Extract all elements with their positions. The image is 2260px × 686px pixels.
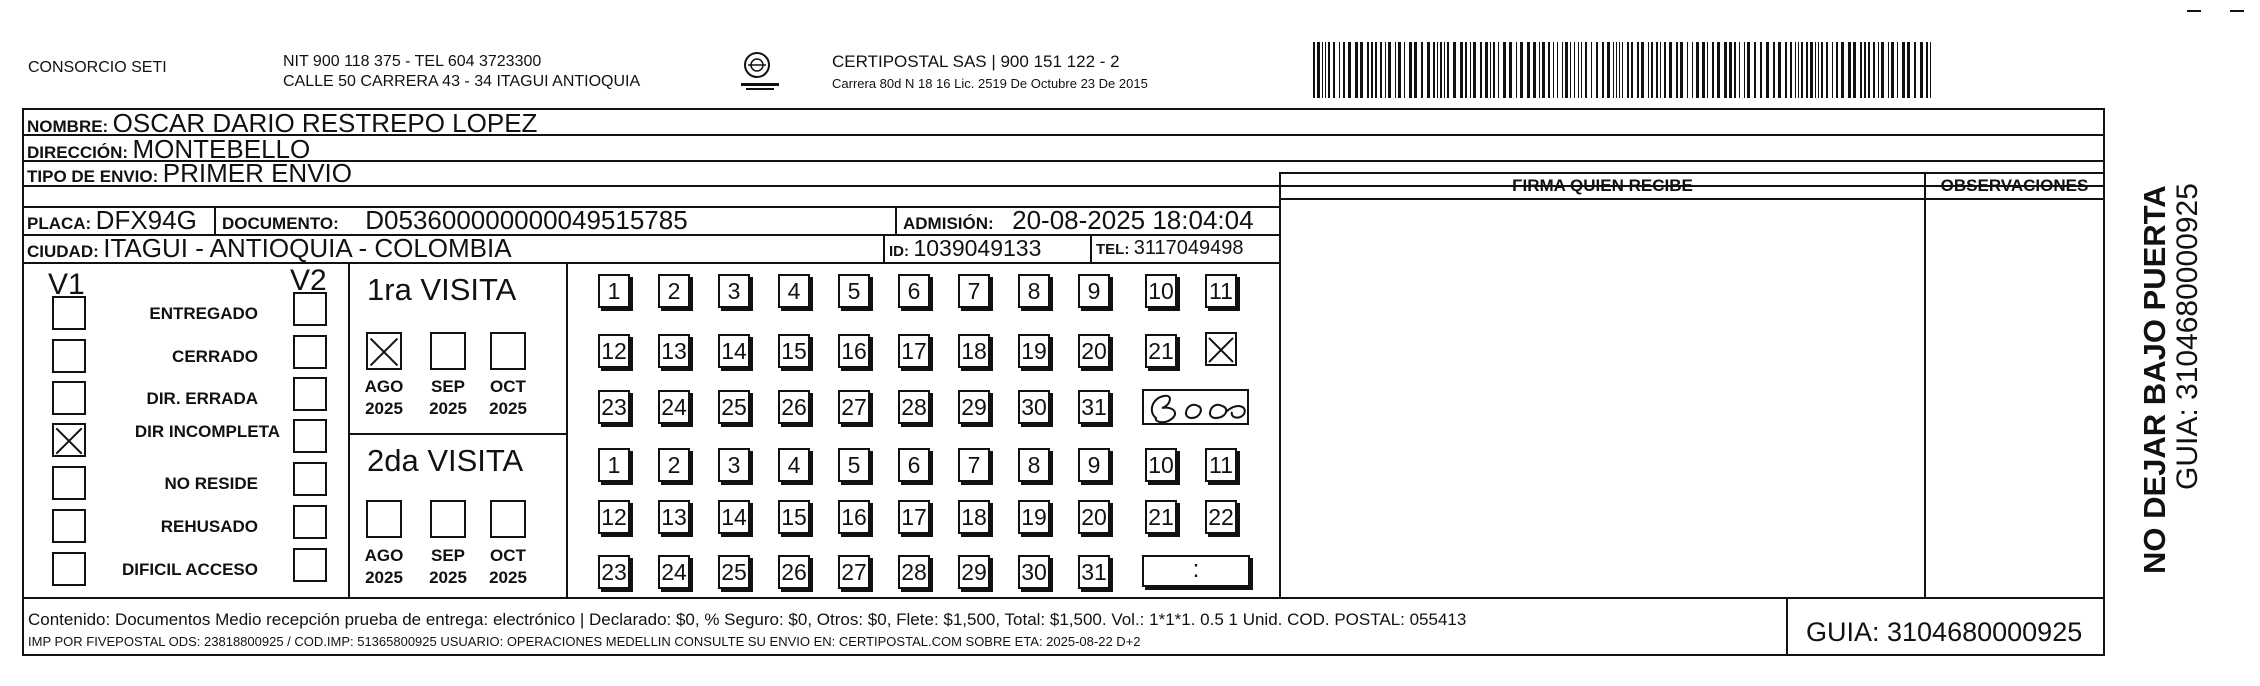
- month-label: [424, 376, 472, 420]
- second-visit-day-box[interactable]: 23: [598, 555, 630, 589]
- month-label: [360, 545, 408, 589]
- v2-checkbox[interactable]: [293, 548, 327, 582]
- first-visit-day-box[interactable]: 1: [598, 274, 630, 308]
- barcode-bar: [1641, 42, 1644, 98]
- month-name: OCT: [490, 377, 526, 396]
- barcode-bar: [1440, 42, 1442, 98]
- barcode-bar: [1902, 42, 1905, 98]
- barcode-bar: [1503, 42, 1506, 98]
- second-visit-day-box[interactable]: 6: [898, 448, 930, 482]
- tipo-row: [27, 160, 352, 191]
- second-visit-day-box[interactable]: 28: [898, 555, 930, 589]
- barcode-bar: [1888, 42, 1889, 98]
- barcode-bar: [1427, 42, 1430, 98]
- guia-footer: GUIA: 3104680000925: [1806, 617, 2083, 647]
- barcode-bar: [1907, 42, 1910, 98]
- barcode-bar: [1627, 42, 1629, 98]
- second-visit-day-box[interactable]: 27: [838, 555, 870, 589]
- firma-header: FIRMA QUIEN RECIBE: [1512, 176, 1693, 195]
- row-divider: [1279, 172, 2105, 174]
- barcode-bar: [1853, 42, 1856, 98]
- second-visit-day-box[interactable]: 11: [1205, 448, 1237, 482]
- barcode-bar: [1385, 42, 1386, 98]
- direccion-label: DIRECCIÓN:: [27, 143, 129, 162]
- first-visit-day-box[interactable]: 26: [778, 390, 810, 424]
- placa-value: DFX94G: [95, 205, 197, 235]
- barcode-bar: [1490, 42, 1491, 98]
- barcode-bar: [1533, 42, 1536, 98]
- first-visit-day-box[interactable]: 17: [898, 334, 930, 368]
- first-visit-day-box[interactable]: 29: [958, 390, 990, 424]
- barcode-bar: [1676, 42, 1678, 98]
- barcode-bar: [1485, 42, 1488, 98]
- barcode-bar: [1562, 42, 1563, 98]
- v1-checkbox[interactable]: [52, 423, 86, 457]
- second-visit-title: 2da VISITA: [367, 443, 524, 478]
- barcode-bar: [1724, 42, 1727, 98]
- barcode-bar: [1790, 42, 1792, 98]
- barcode-bar: [1421, 42, 1423, 98]
- first-visit-day-box[interactable]: 31: [1078, 390, 1110, 424]
- first-visit-day-box[interactable]: 12: [598, 334, 630, 368]
- barcode-bar: [1841, 42, 1844, 98]
- first-visit-day-box[interactable]: 18: [958, 334, 990, 368]
- top-right-mark: [2187, 10, 2201, 12]
- first-visit-day-box[interactable]: 3: [718, 274, 750, 308]
- documento-label: DOCUMENTO:: [222, 214, 339, 233]
- barcode-bar: [1348, 42, 1351, 98]
- col-divider: [1279, 172, 1281, 597]
- second-visit-day-box[interactable]: 21: [1145, 500, 1177, 534]
- barcode-bar: [1333, 42, 1335, 98]
- barcode-bar: [1729, 42, 1732, 98]
- barcode-bar: [1371, 42, 1373, 98]
- barcode-bar: [1616, 42, 1617, 98]
- barcode-bar: [1542, 42, 1545, 98]
- col-divider: [883, 234, 885, 262]
- barcode-bar: [1760, 42, 1762, 98]
- id-label: ID:: [889, 243, 909, 260]
- barcode-bar: [1702, 42, 1705, 98]
- barcode-bar: [1920, 42, 1923, 98]
- admision-value: 20-08-2025 18:04:04: [1012, 205, 1254, 235]
- id-value: 1039049133: [913, 235, 1042, 261]
- barcode-bar: [1375, 42, 1377, 98]
- barcode-bar: [1712, 42, 1714, 98]
- barcode-bar: [1836, 42, 1838, 98]
- month-name: OCT: [490, 546, 526, 565]
- first-visit-day-box[interactable]: 28: [898, 390, 930, 424]
- barcode-bar: [1826, 42, 1828, 98]
- first-visit-day-box[interactable]: 16: [838, 334, 870, 368]
- barcode-icon: [1313, 42, 1943, 100]
- barcode-bar: [1818, 42, 1819, 98]
- barcode-bar: [1465, 42, 1467, 98]
- first-visit-day-box[interactable]: 11: [1205, 274, 1237, 308]
- barcode-bar: [1778, 42, 1781, 98]
- v1-checkbox[interactable]: [52, 509, 86, 543]
- first-visit-day-box[interactable]: 8: [1018, 274, 1050, 308]
- month-year: 2025: [429, 568, 467, 587]
- barcode-bar: [1613, 42, 1614, 98]
- tel-cell: [1096, 234, 1244, 264]
- second-visit-day-box[interactable]: 30: [1018, 555, 1050, 589]
- v1-checkbox[interactable]: [52, 339, 86, 373]
- no-dejar-vertical: NO DEJAR BAJO PUERTA: [2137, 185, 2172, 574]
- barcode-bar: [1878, 42, 1879, 98]
- barcode-bar: [1557, 42, 1558, 98]
- barcode-bar: [1409, 42, 1412, 98]
- seal-logo-icon: [738, 48, 788, 94]
- barcode-bar: [1619, 42, 1620, 98]
- first-visit-day-box[interactable]: 15: [778, 334, 810, 368]
- license-line: Carrera 80d N 18 16 Lic. 2519 De Octubre 23 De 2015: [832, 76, 1148, 91]
- second-visit-day-box[interactable]: 2: [658, 448, 690, 482]
- second-visit-day-box[interactable]: 20: [1078, 500, 1110, 534]
- second-visit-day-box[interactable]: 18: [958, 500, 990, 534]
- first-visit-day-box[interactable]: 23: [598, 390, 630, 424]
- barcode-bar: [1404, 42, 1405, 98]
- v2-checkbox[interactable]: [293, 505, 327, 539]
- barcode-bar: [1470, 42, 1471, 98]
- month-year: 2025: [489, 568, 527, 587]
- reason-label: REHUSADO: [160, 517, 258, 536]
- barcode-bar: [1339, 42, 1340, 98]
- first-visit-day-box[interactable]: 2: [658, 274, 690, 308]
- first-visit-day-box[interactable]: 24: [658, 390, 690, 424]
- first-visit-day-box[interactable]: 25: [718, 390, 750, 424]
- first-visit-day-box[interactable]: 14: [718, 334, 750, 368]
- first-visit-day-box[interactable]: 5: [838, 274, 870, 308]
- first-visit-day-box[interactable]: 21: [1145, 334, 1177, 368]
- first-visit-title: 1ra VISITA: [367, 272, 517, 307]
- direccion-value: MONTEBELLO: [132, 134, 311, 164]
- first-visit-day-22-crossed[interactable]: [1205, 332, 1237, 366]
- month-year: 2025: [365, 568, 403, 587]
- first-visit-day-box[interactable]: 6: [898, 274, 930, 308]
- second-visit-day-box[interactable]: 24: [658, 555, 690, 589]
- v2-checkbox[interactable]: [293, 292, 327, 326]
- barcode-bar: [1766, 42, 1769, 98]
- first-visit-day-box[interactable]: 7: [958, 274, 990, 308]
- barcode-bar: [1669, 42, 1672, 98]
- month-label: [424, 545, 472, 589]
- first-visit-day-box[interactable]: 10: [1145, 274, 1177, 308]
- second-visit-day-box[interactable]: 13: [658, 500, 690, 534]
- guia-vertical: GUIA: 3104680000925: [2171, 183, 2204, 490]
- admision-label: ADMISIÓN:: [903, 214, 994, 233]
- barcode-bar: [1680, 42, 1683, 98]
- barcode-bar: [1498, 42, 1499, 98]
- second-visit-month-checkbox[interactable]: [490, 500, 526, 538]
- barcode-bar: [1367, 42, 1369, 98]
- v2-checkbox[interactable]: [293, 462, 327, 496]
- barcode-bar: [1696, 42, 1699, 98]
- reason-label: ENTREGADO: [149, 304, 258, 323]
- barcode-bar: [1897, 42, 1898, 98]
- month-label: [484, 376, 532, 420]
- second-visit-day-box[interactable]: 8: [1018, 448, 1050, 482]
- nit-line: NIT 900 118 375 - TEL 604 3723300: [283, 53, 542, 70]
- v2-checkbox[interactable]: [293, 335, 327, 369]
- reason-label: DIR. ERRADA: [146, 389, 258, 408]
- barcode-bar: [1754, 42, 1756, 98]
- barcode-bar: [1398, 42, 1401, 98]
- top-right-mark: [2230, 10, 2244, 12]
- barcode-bar: [1717, 42, 1720, 98]
- second-visit-day-box[interactable]: 3: [718, 448, 750, 482]
- barcode-bar: [1444, 42, 1445, 98]
- barcode-bar: [1801, 42, 1803, 98]
- barcode-bar: [1493, 42, 1495, 98]
- col-divider: [214, 206, 216, 234]
- second-visit-day-box[interactable]: 1: [598, 448, 630, 482]
- barcode-bar: [1447, 42, 1449, 98]
- barcode-bar: [1553, 42, 1554, 98]
- barcode-bar: [1864, 42, 1866, 98]
- tel-label: TEL:: [1096, 241, 1130, 258]
- v1-checkbox[interactable]: [52, 296, 86, 330]
- barcode-bar: [1460, 42, 1463, 98]
- month-name: AGO: [364, 546, 404, 565]
- barcode-bar: [1527, 42, 1530, 98]
- barcode-bar: [1926, 42, 1928, 98]
- barcode-bar: [1773, 42, 1775, 98]
- barcode-bar: [1660, 42, 1661, 98]
- month-name: SEP: [430, 377, 466, 396]
- barcode-bar: [1380, 42, 1382, 98]
- barcode-bar: [1622, 42, 1623, 98]
- time-colon: :: [1192, 556, 1200, 583]
- first-visit-month-checkbox[interactable]: [366, 332, 402, 370]
- first-visit-month-checkbox[interactable]: [430, 332, 466, 370]
- first-visit-day-box[interactable]: 19: [1018, 334, 1050, 368]
- tipo-value: PRIMER ENVIO: [162, 158, 352, 188]
- first-visit-day-box[interactable]: 9: [1078, 274, 1110, 308]
- col-divider: [566, 262, 568, 597]
- placa-label: PLACA:: [27, 214, 92, 233]
- reason-label: NO RESIDE: [164, 474, 258, 493]
- second-visit-day-box[interactable]: 9: [1078, 448, 1110, 482]
- consorcio-name: CONSORCIO SETI: [28, 59, 167, 76]
- barcode-bar: [1785, 42, 1787, 98]
- first-visit-day-box[interactable]: 13: [658, 334, 690, 368]
- barcode-bar: [1651, 42, 1653, 98]
- second-visit-day-box[interactable]: 31: [1078, 555, 1110, 589]
- barcode-bar: [1795, 42, 1796, 98]
- barcode-bar: [1581, 42, 1582, 98]
- nombre-value: OSCAR DARIO RESTREPO LOPEZ: [112, 108, 538, 138]
- second-visit-day-box[interactable]: 7: [958, 448, 990, 482]
- barcode-bar: [1881, 42, 1884, 98]
- barcode-bar: [1821, 42, 1823, 98]
- barcode-bar: [1747, 42, 1750, 98]
- barcode-bar: [1664, 42, 1666, 98]
- barcode-bar: [1656, 42, 1658, 98]
- barcode-bar: [1574, 42, 1575, 98]
- barcode-bar: [1516, 42, 1517, 98]
- second-visit-day-box[interactable]: 15: [778, 500, 810, 534]
- barcode-bar: [1322, 42, 1323, 98]
- barcode-bar: [1815, 42, 1816, 98]
- month-year: 2025: [429, 399, 467, 418]
- barcode-bar: [1687, 42, 1688, 98]
- barcode-bar: [1360, 42, 1363, 98]
- second-visit-day-box[interactable]: 12: [598, 500, 630, 534]
- row-divider: [22, 597, 2105, 599]
- barcode-bar: [1355, 42, 1358, 98]
- barcode-bar: [1631, 42, 1633, 98]
- v2-checkbox[interactable]: [293, 377, 327, 411]
- documento-value: D053600000000049515785: [365, 205, 688, 235]
- first-visit-day-box[interactable]: 20: [1078, 334, 1110, 368]
- id-cell: [889, 234, 1041, 266]
- v1-checkbox[interactable]: [52, 552, 86, 586]
- col-divider: [1924, 172, 1926, 597]
- barcode-bar: [1591, 42, 1592, 98]
- col-divider: [348, 262, 350, 597]
- barcode-bar: [1930, 42, 1931, 98]
- barcode-bar: [1873, 42, 1875, 98]
- first-visit-month-checkbox[interactable]: [490, 332, 526, 370]
- v2-label: V2: [290, 264, 327, 297]
- barcode-bar: [1637, 42, 1639, 98]
- barcode-bar: [1313, 42, 1315, 98]
- v2-checkbox[interactable]: [293, 419, 327, 453]
- barcode-bar: [1548, 42, 1550, 98]
- tipo-label: TIPO DE ENVIO:: [27, 167, 159, 186]
- barcode-bar: [1509, 42, 1512, 98]
- second-visit-day-box[interactable]: 25: [718, 555, 750, 589]
- barcode-bar: [1596, 42, 1598, 98]
- ciudad-label: CIUDAD:: [27, 242, 99, 261]
- second-visit-day-box[interactable]: 16: [838, 500, 870, 534]
- barcode-bar: [1343, 42, 1345, 98]
- barcode-bar: [1453, 42, 1456, 98]
- reason-label: DIR INCOMPLETA: [134, 422, 280, 441]
- barcode-bar: [1570, 42, 1571, 98]
- barcode-bar: [1585, 42, 1587, 98]
- month-year: 2025: [489, 399, 527, 418]
- nombre-label: NOMBRE:: [27, 117, 109, 136]
- second-visit-day-box[interactable]: 5: [838, 448, 870, 482]
- barcode-bar: [1832, 42, 1833, 98]
- barcode-bar: [1480, 42, 1482, 98]
- month-name: SEP: [430, 546, 466, 565]
- barcode-bar: [1520, 42, 1523, 98]
- barcode-bar: [1798, 42, 1799, 98]
- barcode-bar: [1388, 42, 1391, 98]
- tel-value: 3117049498: [1133, 237, 1244, 259]
- barcode-bar: [1414, 42, 1417, 98]
- barcode-bar: [1437, 42, 1438, 98]
- handwritten-mark-icon: [1140, 384, 1252, 428]
- contenido-line: Contenido: Documentos Medio recepción prueba de entrega: electrónico | Declarado: $0, % Seguro: $0, Otros: $0, Flete: $1,500, Total: $1,500. Vol.: 1*1*1. 0.5 1 Unid. COD. POSTAL: 055413: [28, 610, 1467, 629]
- row-divider: [1279, 198, 2105, 200]
- reason-label: CERRADO: [172, 347, 258, 366]
- second-visit-day-box[interactable]: 14: [718, 500, 750, 534]
- barcode-bar: [1734, 42, 1736, 98]
- barcode-bar: [1848, 42, 1851, 98]
- time-input[interactable]: [1142, 555, 1250, 587]
- col-divider: [895, 206, 897, 234]
- barcode-bar: [1707, 42, 1708, 98]
- barcode-bar: [1860, 42, 1862, 98]
- barcode-bar: [1744, 42, 1745, 98]
- second-visit-day-box[interactable]: 22: [1205, 500, 1237, 534]
- barcode-bar: [1607, 42, 1610, 98]
- month-name: AGO: [364, 377, 404, 396]
- barcode-bar: [1602, 42, 1604, 98]
- barcode-bar: [1473, 42, 1476, 98]
- second-visit-day-box[interactable]: 4: [778, 448, 810, 482]
- month-year: 2025: [365, 399, 403, 418]
- company-line: CERTIPOSTAL SAS | 900 151 122 - 2: [832, 52, 1120, 71]
- imp-line: IMP POR FIVEPOSTAL ODS: 23818800925 / COD.IMP: 51365800925 USUARIO: OPERACIONES MEDELLIN CONSULTE SU ENVIO EN: CERTIPOSTAL.COM SOBRE ETA: 2025-08-22 D+2: [28, 634, 1141, 649]
- barcode-bar: [1810, 42, 1813, 98]
- second-visit-day-box[interactable]: 19: [1018, 500, 1050, 534]
- second-visit-day-box[interactable]: 17: [898, 500, 930, 534]
- barcode-bar: [1891, 42, 1894, 98]
- observaciones-header: OBSERVACIONES: [1940, 176, 2089, 195]
- v1-label: V1: [48, 268, 85, 301]
- v1-checkbox[interactable]: [52, 381, 86, 415]
- barcode-bar: [1395, 42, 1396, 98]
- address-line: CALLE 50 CARRERA 43 - 34 ITAGUI ANTIOQUIA: [283, 73, 641, 90]
- barcode-bar: [1806, 42, 1808, 98]
- second-visit-month-checkbox[interactable]: [430, 500, 466, 538]
- first-visit-day-box[interactable]: 4: [778, 274, 810, 308]
- ciudad-cell: [27, 234, 512, 267]
- barcode-bar: [1868, 42, 1870, 98]
- barcode-bar: [1539, 42, 1540, 98]
- reason-label: DIFICIL ACCESO: [121, 560, 258, 579]
- month-label: [484, 545, 532, 589]
- barcode-bar: [1739, 42, 1740, 98]
- row-divider: [348, 433, 566, 435]
- barcode-bar: [1328, 42, 1330, 98]
- month-label: [360, 376, 408, 420]
- barcode-bar: [1914, 42, 1916, 98]
- barcode-bar: [1565, 42, 1568, 98]
- second-visit-month-checkbox[interactable]: [366, 500, 402, 538]
- second-visit-day-box[interactable]: 29: [958, 555, 990, 589]
- ciudad-value: ITAGUI - ANTIOQUIA - COLOMBIA: [103, 233, 512, 263]
- barcode-bar: [1433, 42, 1435, 98]
- barcode-bar: [1648, 42, 1649, 98]
- first-visit-day-box[interactable]: 27: [838, 390, 870, 424]
- second-visit-day-box[interactable]: 26: [778, 555, 810, 589]
- v1-checkbox[interactable]: [52, 466, 86, 500]
- first-visit-day-box[interactable]: 30: [1018, 390, 1050, 424]
- barcode-bar: [1317, 42, 1320, 98]
- barcode-bar: [1325, 42, 1326, 98]
- col-divider: [1786, 597, 1788, 656]
- barcode-bar: [1578, 42, 1579, 98]
- second-visit-day-box[interactable]: 10: [1145, 448, 1177, 482]
- barcode-bar: [1692, 42, 1693, 98]
